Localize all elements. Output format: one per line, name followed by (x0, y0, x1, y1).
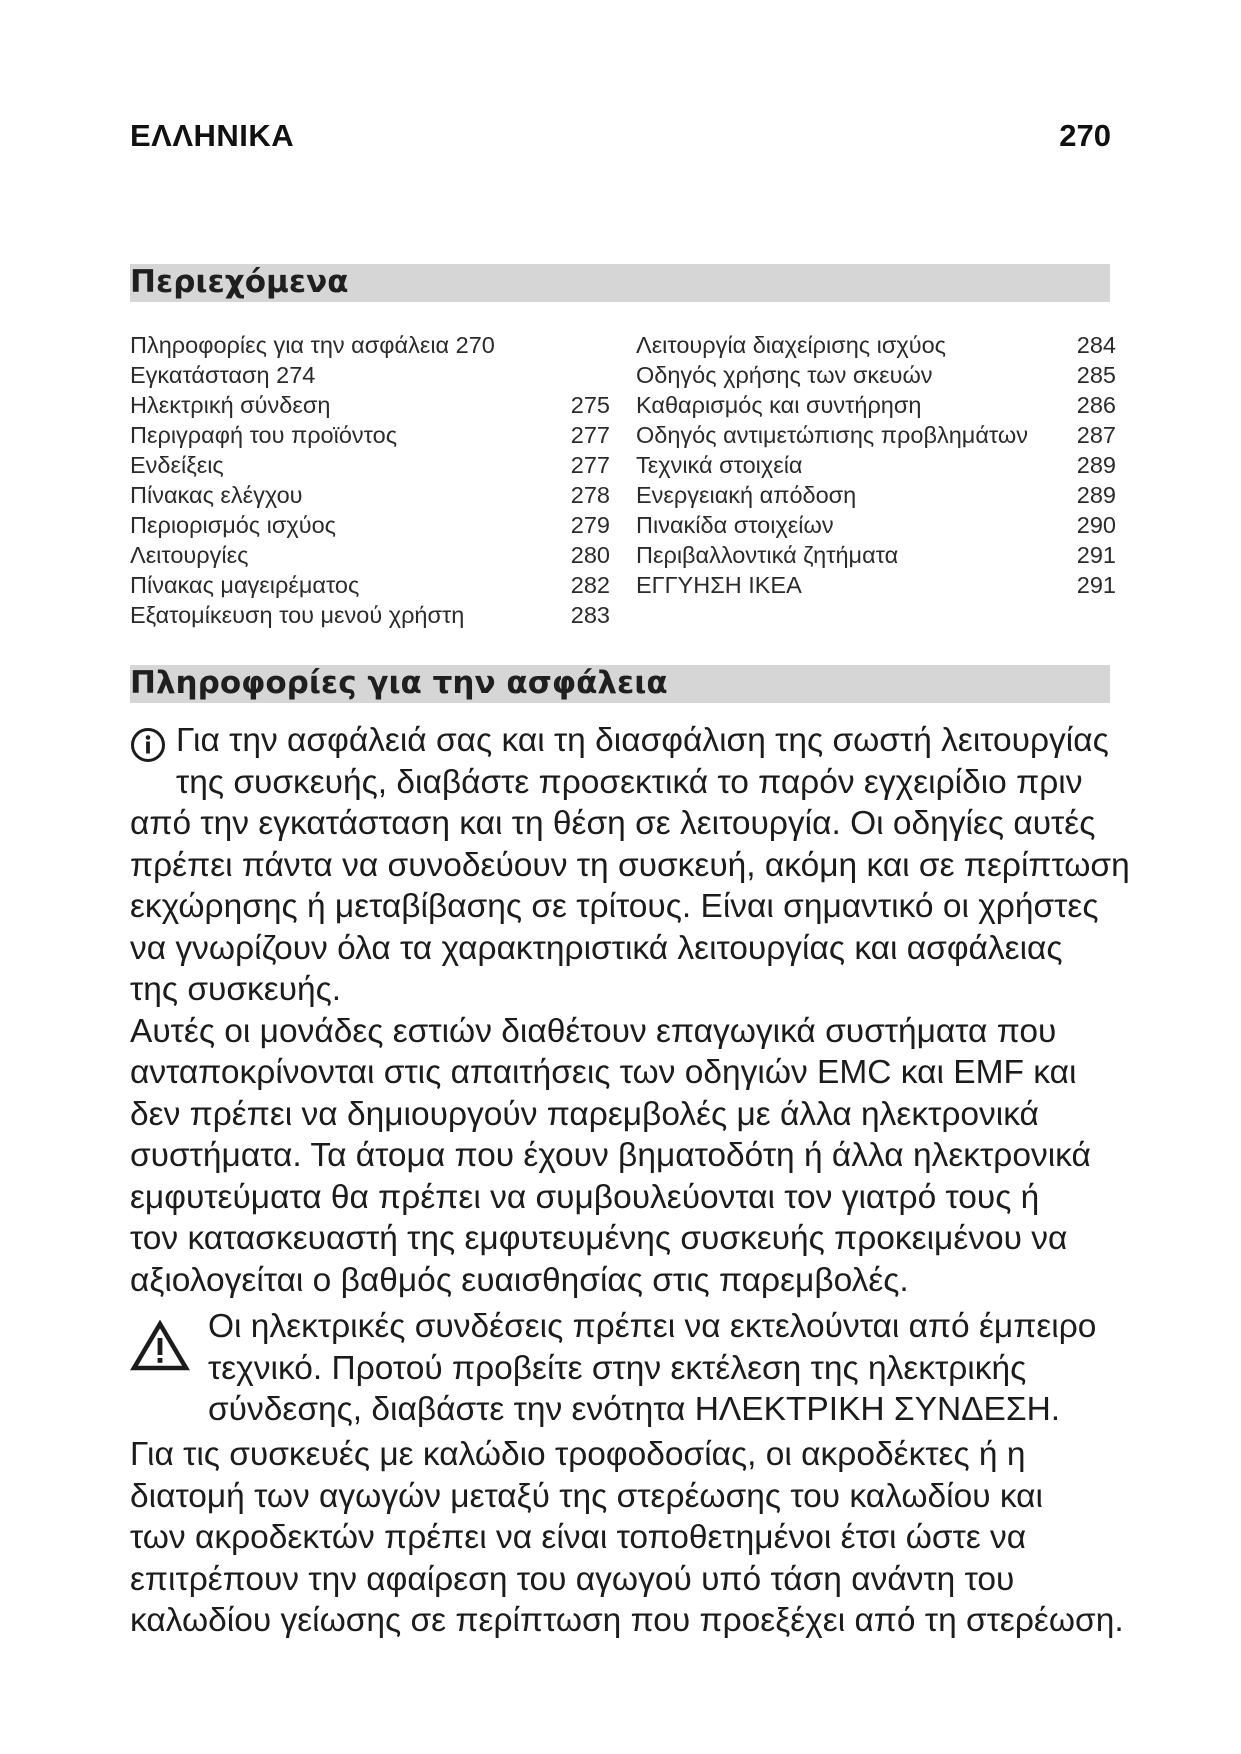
toc-entry[interactable] (636, 570, 1116, 600)
toc-entry[interactable] (636, 540, 1116, 570)
text-line: από την εγκατάσταση και τη θέση σε λειτουργία. Οι οδηγίες αυτές (130, 805, 1096, 842)
text-line: των ακροδεκτών πρέπει να είναι τοποθετημένοι έτσι ώστε να (130, 1519, 1027, 1556)
text-line: συστήματα. Τα άτομα που έχουν βηματοδότη ή άλλα ηλεκτρονικά (130, 1137, 1091, 1174)
toc-entry-page: 291 (1076, 572, 1116, 598)
toc-entry-page: 289 (1076, 482, 1116, 508)
text-line: Αυτές οι μονάδες εστιών διαθέτουν επαγωγικά συστήματα που (130, 1012, 1057, 1050)
safety-title: Πληροφορίες για την ασφάλεια (130, 665, 668, 701)
toc-entry-page: 280 (570, 542, 610, 568)
toc-entry[interactable] (130, 540, 610, 570)
toc-entry-page: 279 (570, 512, 610, 538)
toc-entry[interactable] (636, 510, 1116, 540)
toc-entry-label: ΕΓΓΥΗΣΗ IKEA (636, 572, 802, 598)
toc-entry-label: Πληροφορίες για την ασφάλεια 270 (130, 332, 495, 358)
toc-entry-label: Καθαρισμός και συντήρηση (636, 392, 922, 418)
toc-entry-label: Εξατομίκευση του μενού χρήστη (130, 602, 465, 628)
toc-entry-page: 283 (570, 602, 610, 628)
text-line: της συσκευής. (130, 971, 342, 1008)
warning-paragraph (208, 1306, 1130, 1431)
toc-entry-label: Εγκατάσταση 274 (130, 362, 316, 388)
toc-entry-page: 277 (570, 422, 610, 448)
text-line: σύνδεσης, διαβάστε την ενότητα ΗΛΕΚΤΡΙΚΗ ΣΥΝΔΕΣΗ. (208, 1391, 1061, 1428)
toc-entry-label: Ενδείξεις (130, 452, 224, 478)
toc-entry-label: Περιγραφή του προϊόντος (130, 422, 398, 448)
toc-entry-page: 286 (1076, 392, 1116, 418)
toc-entry-label: Πίνακας μαγειρέματος (130, 572, 360, 598)
cable-paragraph (130, 1434, 1130, 1642)
toc-entry[interactable] (636, 450, 1116, 480)
text-line: ανταποκρίνονται στις απαιτήσεις των οδηγιών EMC και EMF και (130, 1054, 1077, 1091)
contents-title: Περιεχόμενα (130, 264, 349, 300)
toc-entry-label: Λειτουργίες (130, 542, 249, 568)
text-line: Οι ηλεκτρικές συνδέσεις πρέπει να εκτελούνται από έμπειρο (208, 1308, 1097, 1345)
toc-entry-label: Πινακίδα στοιχείων (636, 512, 834, 538)
text-line: διατομή των αγωγών μεταξύ της στερέωσης του καλωδίου και (130, 1477, 1043, 1515)
toc-entry-label: Οδηγός χρήσης των σκευών (636, 362, 933, 388)
text-line: εμφυτεύματα θα πρέπει να συμβουλεύονται τον γιατρό τους ή (130, 1178, 1040, 1216)
toc-entry-page: 289 (1076, 452, 1116, 478)
toc-entry-label: Ενεργειακή απόδοση (636, 482, 857, 508)
toc-entry-page: 282 (570, 572, 610, 598)
text-line: Για τις συσκευές με καλώδιο τροφοδοσίας, οι ακροδέκτες ή η (130, 1436, 1026, 1473)
text-line: εκχώρησης ή μεταβίβασης σε τρίτους. Είναι σημαντικό οι χρήστες (130, 888, 1099, 925)
toc-entry[interactable] (130, 450, 610, 480)
toc-entry-label: Πίνακας ελέγχου (130, 482, 303, 508)
toc-entry-label: Οδηγός αντιμετώπισης προβλημάτων (636, 422, 1028, 448)
toc-entry[interactable] (130, 480, 610, 510)
toc-entry-label: Λειτουργία διαχείρισης ισχύος (636, 332, 946, 358)
text-line: να γνωρίζουν όλα τα χαρακτηριστικά λειτουργίας και ασφάλειας (130, 929, 1063, 967)
language-label: ΕΛΛΗΝΙΚΑ (130, 118, 295, 153)
text-line: Για την ασφάλειά σας και τη διασφάλιση της σωστή λειτουργίας (176, 722, 1109, 759)
text-line: αξιολογείται ο βαθμός ευαισθησίας στις παρεμβολές. (130, 1261, 909, 1299)
toc-entry-label: Τεχνικά στοιχεία (636, 452, 803, 478)
toc-entry-page: 278 (570, 482, 610, 508)
toc-entry[interactable] (130, 330, 610, 360)
toc-entry[interactable] (636, 480, 1116, 510)
toc-entry-page: 291 (1076, 542, 1116, 568)
text-line: επιτρέπουν την αφαίρεση του αγωγού υπό τάση ανάντη του (130, 1560, 1015, 1598)
warning-icon (130, 1320, 190, 1372)
toc-entry-page: 287 (1076, 422, 1116, 448)
text-line: δεν πρέπει να δημιουργούν παρεμβολές με άλλα ηλεκτρονικά (130, 1095, 1039, 1133)
toc-entry[interactable] (130, 510, 610, 540)
text-line: τον κατασκευαστή της εμφυτευμένης συσκευής προκειμένου να (130, 1220, 1068, 1257)
toc-entry[interactable] (636, 360, 1116, 390)
text-line: καλωδίου γείωσης σε περίπτωση που προεξέχει από τη στερέωση. (130, 1602, 1124, 1639)
toc-entry[interactable] (130, 390, 610, 420)
toc-entry[interactable] (130, 570, 610, 600)
toc-entry-page: 277 (570, 452, 610, 478)
toc-entry-label: Περιορισμός ισχύος (130, 512, 336, 538)
text-line: τεχνικό. Προτού προβείτε στην εκτέλεση της ηλεκτρικής (208, 1349, 1027, 1387)
toc-entry-page: 285 (1076, 362, 1116, 388)
toc-entry[interactable] (130, 600, 610, 630)
toc-entry[interactable] (636, 390, 1116, 420)
toc-entry[interactable] (636, 330, 1116, 360)
toc-entry-page: 290 (1076, 512, 1116, 538)
toc-right-column (636, 330, 1116, 600)
text-line: πρέπει πάντα να συνοδεύουν τη συσκευή, ακόμη και σε περίπτωση (130, 846, 1130, 884)
toc-entry[interactable] (130, 360, 610, 390)
toc-entry-label: Περιβαλλοντικά ζητήματα (636, 542, 899, 568)
toc-left-column (130, 330, 610, 630)
safety-intro-paragraph (130, 720, 1130, 1301)
text-line: της συσκευής, διαβάστε προσεκτικά το παρόν εγχειρίδιο πριν (176, 763, 1083, 801)
toc-entry-page: 275 (570, 392, 610, 418)
toc-entry-label: Ηλεκτρική σύνδεση (130, 392, 331, 418)
toc-entry-page: 284 (1076, 332, 1116, 358)
page-number: 270 (1059, 118, 1111, 153)
toc-entry[interactable] (130, 420, 610, 450)
toc-entry[interactable] (636, 420, 1116, 450)
